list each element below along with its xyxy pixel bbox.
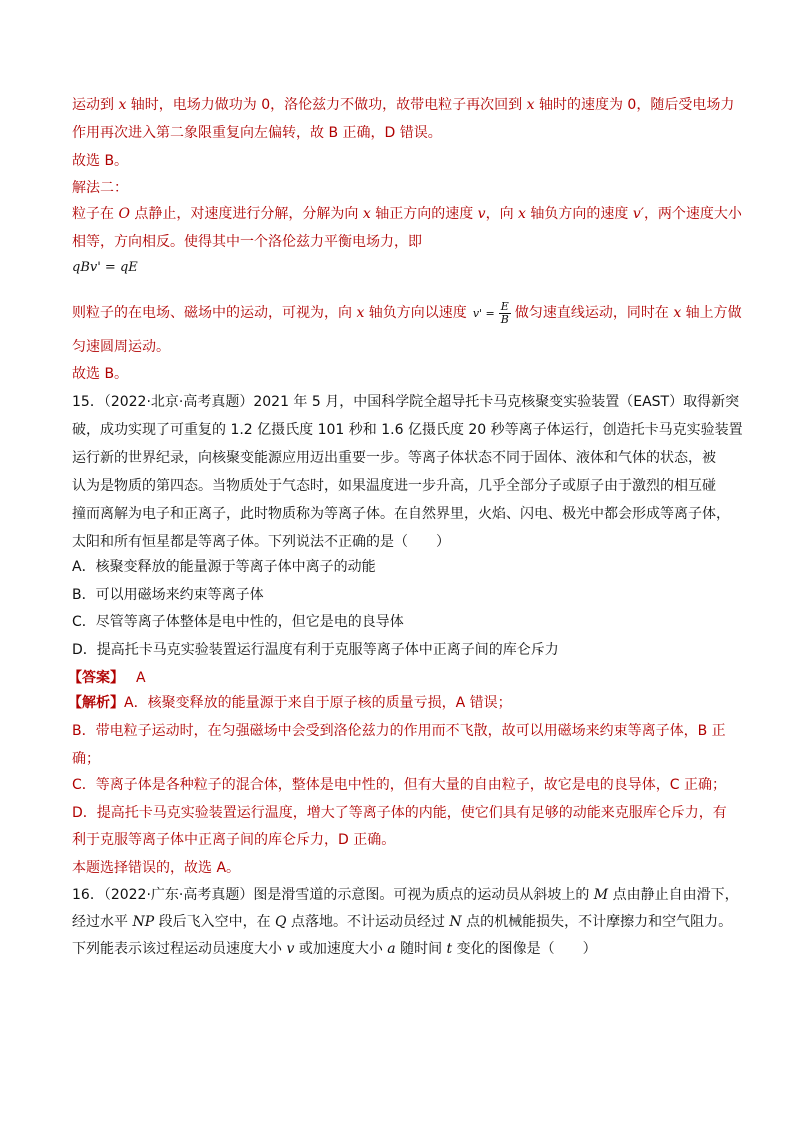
text: 经过水平 xyxy=(72,914,133,930)
answer-value: A xyxy=(136,670,146,686)
var-O: O xyxy=(118,206,130,222)
var-x: x xyxy=(362,206,371,222)
var-x: x xyxy=(356,305,365,321)
q15-line6: 太阳和所有恒星都是等离子体。下列说法不正确的是（ ） xyxy=(72,534,450,550)
solution1-line1 xyxy=(72,96,734,114)
var-v: v xyxy=(286,941,295,957)
var-a: a xyxy=(387,941,396,957)
text: 运动到 xyxy=(72,97,119,113)
solution2-line2: 相等，方向相反。使得其中一个洛伦兹力平衡电场力，即 xyxy=(72,234,422,250)
var-v-prime: v' = xyxy=(472,307,495,320)
q15-line2: 破，成功实现了可重复的 1.2 亿摄氏度 101 秒和 1.6 亿摄氏度 20 秒等离子体运行，创造托卡马克实验装置 xyxy=(72,422,743,438)
var-x: x xyxy=(673,305,682,321)
text: ，向 xyxy=(485,206,519,222)
text: 轴正方向的速度 xyxy=(370,206,478,222)
text: 变化的图像是（ ） xyxy=(452,941,597,957)
var-M: M xyxy=(593,887,609,903)
q15-line4: 认为是物质的第四态。当物质处于气态时，如果温度进一步升高，几乎全部分子或原子由于激烈的相互碰 xyxy=(72,478,716,494)
q15-option-b: B．可以用磁场来约束等离子体 xyxy=(72,587,264,603)
text: 粒子在 xyxy=(72,206,119,222)
q15-line3: 运行新的世界纪录，向核聚变能源应用迈出重要一步。等离子体状态不同于固体、液体和气体的状态，被 xyxy=(72,450,716,466)
var-x: x xyxy=(526,97,535,113)
text: 做匀速直线运动，同时在 xyxy=(514,305,674,321)
fraction-E-over-B xyxy=(499,301,511,326)
q15-option-d: D．提高托卡马克实验装置运行温度有利于克服等离子体中正离子间的库仑斥力 xyxy=(72,642,559,658)
analysis-label: 【解析】 xyxy=(68,695,124,711)
text: ）取得新突 xyxy=(669,394,740,410)
solution2-conclusion: 故选 B。 xyxy=(72,366,129,382)
q15-option-a: A．核聚变释放的能量源于等离子体中离子的动能 xyxy=(72,559,376,575)
text: ，两个速度大小 xyxy=(643,206,742,222)
q15-analysis-conclusion: 本题选择错误的，故选 A。 xyxy=(72,860,241,876)
text: 点的机械能损失，不计摩擦力和空气阻力。 xyxy=(461,914,733,930)
q16-line3 xyxy=(72,940,597,958)
text: 15．（2022·北京·高考真题）2021 年 5 月，中国科学院全超导托卡马克核聚变实验装置（ xyxy=(72,394,634,410)
var-x: x xyxy=(518,206,526,222)
q15-line5: 撞而离解为电子和正离子，此时物质称为等离子体。在自然界里，火焰、闪电、极光中都会形成等离子体， xyxy=(72,506,730,522)
answer-label: 【答案】 xyxy=(68,670,124,686)
text: 点静止，对速度进行分解，分解为向 xyxy=(129,206,363,222)
q16-line2 xyxy=(72,913,732,931)
text: 轴上方做 xyxy=(681,305,742,321)
text: 轴负方向的速度 xyxy=(525,206,633,222)
text: 轴时，电场力做功为 0，洛伦兹力不做功，故带电粒子再次回到 xyxy=(126,97,527,113)
solution2-line1 xyxy=(72,205,742,223)
text: 点落地。不计运动员经过 xyxy=(286,914,450,930)
q15-analysis-line6: 利于克服等离子体中正离子间的库仑斥力，D 正确。 xyxy=(72,832,396,848)
denominator: B xyxy=(500,312,509,326)
q15-analysis-line5: D．提高托卡马克实验装置运行温度，增大了等离子体的内能，使它们具有足够的动能来克服库仑斥力，有 xyxy=(72,805,727,821)
var-N: N xyxy=(449,914,462,930)
var-t: t xyxy=(446,941,453,957)
east-label: EAST xyxy=(633,394,670,410)
q15-analysis-line3: 确； xyxy=(72,751,100,767)
q15-answer xyxy=(68,669,146,687)
solution2-title: 解法二： xyxy=(72,180,128,196)
solution1-conclusion: 故选 B。 xyxy=(72,153,129,169)
text: 16．（2022·广东·高考真题）图是滑雪道的示意图。可视为质点的运动员从斜坡上的 xyxy=(72,887,594,903)
solution2-line3 xyxy=(72,298,742,329)
var-v: v xyxy=(477,206,486,222)
var-v-prime: v′ xyxy=(632,206,644,222)
var-x: x xyxy=(118,97,127,113)
var-NP: NP xyxy=(132,914,155,930)
q15-analysis-line1 xyxy=(68,694,512,712)
text: 随时间 xyxy=(395,941,447,957)
text: 下列能表示该过程运动员速度大小 xyxy=(72,941,287,957)
text: 点由静止自由滑下， xyxy=(608,887,739,903)
q15-analysis-line2: B．带电粒子运动时，在匀强磁场中会受到洛伦兹力的作用而不飞散，故可以用磁场来约束等离子体，B 正 xyxy=(72,723,726,739)
solution1-line2: 作用再次进入第二象限重复向左偏转，故 B 正确，D 错误。 xyxy=(72,125,442,141)
text: 或加速度大小 xyxy=(294,941,388,957)
var-Q: Q xyxy=(275,914,287,930)
text: 轴时的速度为 0，随后受电场力 xyxy=(534,97,735,113)
text: 轴负方向以速度 xyxy=(364,305,467,321)
text: 段后飞入空中，在 xyxy=(154,914,276,930)
q15-analysis-line4: C．等离子体是各种粒子的混合体，整体是电中性的，但有大量的自由粒子，故它是电的良导体，C 正确； xyxy=(72,777,726,793)
q15-line1 xyxy=(72,393,739,411)
numerator: E xyxy=(499,301,511,314)
text: A．核聚变释放的能量源于来自于原子核的质量亏损，A 错误； xyxy=(124,695,512,711)
solution2-line4: 匀速圆周运动。 xyxy=(72,339,170,355)
equation: qBv' = qE xyxy=(72,260,138,275)
q16-line1 xyxy=(72,886,739,904)
q15-option-c: C．尽管等离子体整体是电中性的，但它是电的良导体 xyxy=(72,614,404,630)
text: 则粒子的在电场、磁场中的运动，可视为，向 xyxy=(72,305,357,321)
